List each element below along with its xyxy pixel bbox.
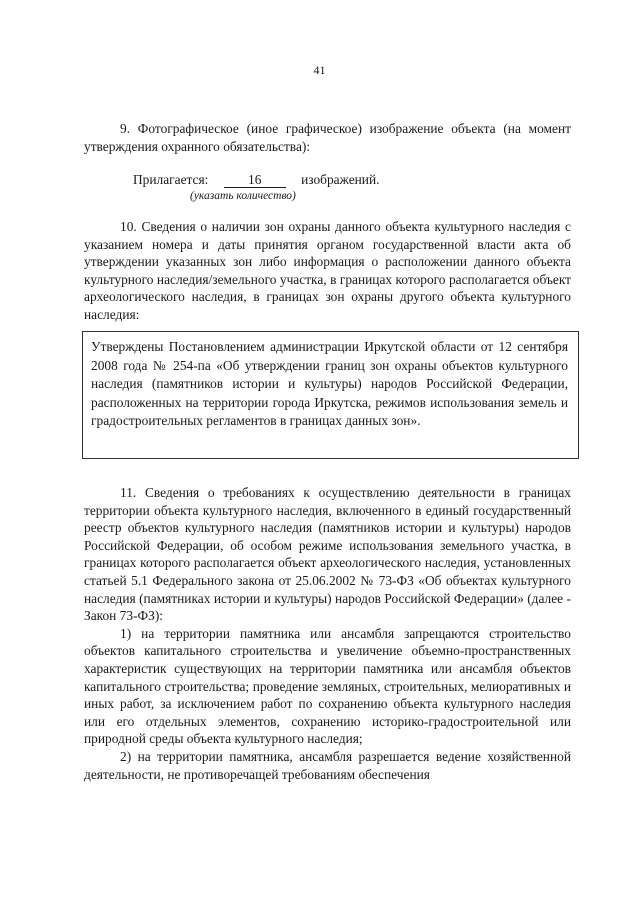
- section-11-item-2: 2) на территории памятника, ансамбля разрешается ведение хозяйственной деятельности, не противоречащей требованиям обеспечения: [84, 748, 571, 782]
- zones-resolution-box: Утверждены Постановлением администрации Иркутской области от 12 сентября 2008 года № 254-па «Об утверждении границ зон охраны объектов культурного наследия (памятников истории и культуры) народов Российской Федерации, расположенных на территории города Иркутска, режимов использования земель и градостроительных регламентов в границах данных зон».: [82, 331, 579, 459]
- section-11-item-1: 1) на территории памятника или ансамбля запрещаются строительство объектов капитального строительства и увеличение объемно-пространственных характеристик существующих на территории памятника или ансамбля объектов капитального строительства; проведение земляных, строительных, мелиоративных и иных работ, за исключением работ по сохранению объекта культурного наследия или его отдельных элементов, сохранению историко-градостроительной или природной среды объекта культурного наследия;: [84, 625, 571, 747]
- attachment-unit: изображений.: [301, 172, 380, 187]
- attachment-count: 16: [224, 173, 286, 188]
- section-11: [84, 484, 571, 783]
- attachment-line: [133, 172, 379, 188]
- section-9-text: 9. Фотографическое (иное графическое) изображение объекта (на момент утверждения охранного обязательства):: [84, 121, 571, 154]
- attachment-label: Прилагается:: [133, 172, 209, 187]
- attachment-hint: (указать количество): [190, 190, 296, 202]
- section-11-intro: 11. Сведения о требованиях к осуществлению деятельности в границах территории объекта культурного наследия, включенного в единый государственный реестр объектов культурного наследия (памятников истории и культуры) народов Российской Федерации, об особом режиме использования земельного участка, в границах которого располагается объект археологического наследия, установленных статьей 5.1 Федерального закона от 25.06.2002 № 73-ФЗ «Об объектах культурного наследия (памятниках истории и культуры) народов Российской Федерации» (далее - Закон 73-ФЗ):: [84, 485, 571, 624]
- section-10-text: 10. Сведения о наличии зон охраны данного объекта культурного наследия с указанием номера и даты принятия органом государственной власти акта об утверждении указанных зон либо информация о расположении данного объекта культурного наследия/земельного участка, в границах которого располагается объект археологического наследия, в границах зон охраны другого объекта культурного наследия:: [84, 219, 571, 322]
- page-number: 41: [313, 63, 326, 77]
